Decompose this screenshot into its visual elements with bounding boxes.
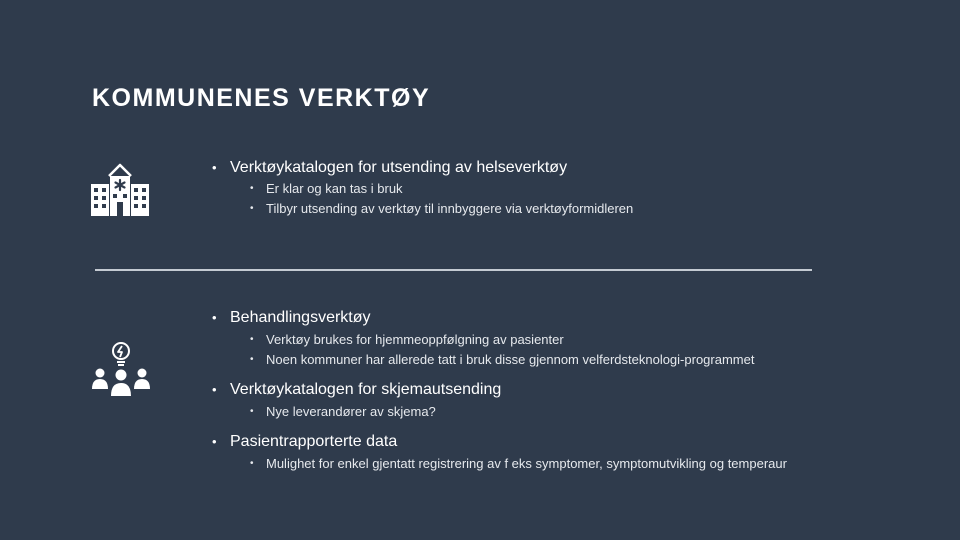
list-item: • Verktøy brukes for hjemmeoppfølgning av pasienter bbox=[212, 330, 787, 350]
section-divider bbox=[95, 269, 812, 271]
hospital-icon bbox=[88, 162, 152, 218]
verktoykatalog-helse-section bbox=[212, 158, 633, 219]
section-heading: • Verktøykatalogen for utsending av helseverktøy bbox=[212, 158, 633, 178]
slide-title: KOMMUNENES VERKTØY bbox=[92, 84, 431, 112]
behandlingsverktoy-section bbox=[212, 308, 787, 474]
list-item: • Mulighet for enkel gjentatt registrering av f eks symptomer, symptomutvikling og temperaur bbox=[212, 454, 787, 474]
list-item: • Noen kommuner har allerede tatt i bruk disse gjennom velferdsteknologi-programmet bbox=[212, 350, 787, 370]
section-heading: • Pasientrapporterte data bbox=[212, 432, 787, 452]
section-heading: • Behandlingsverktøy bbox=[212, 308, 787, 328]
team-idea-icon bbox=[92, 340, 150, 398]
section-heading: • Verktøykatalogen for skjemautsending bbox=[212, 380, 787, 400]
list-item: • Er klar og kan tas i bruk bbox=[212, 179, 633, 199]
list-item: • Nye leverandører av skjema? bbox=[212, 402, 787, 422]
list-item: • Tilbyr utsending av verktøy til innbyggere via verktøyformidleren bbox=[212, 199, 633, 219]
